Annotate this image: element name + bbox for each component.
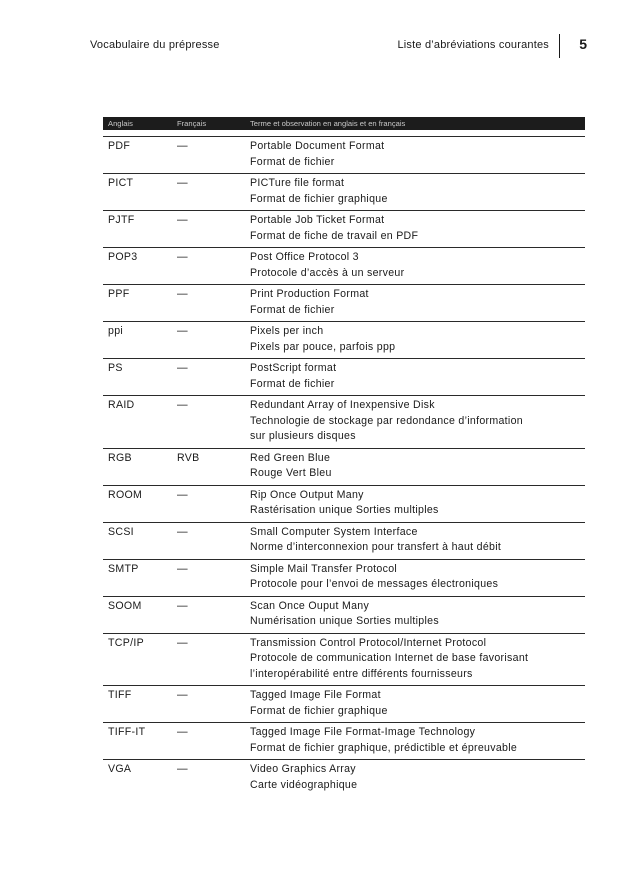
abbreviation-french: —: [177, 362, 188, 374]
abbreviation-english: VGA: [108, 763, 132, 775]
abbreviation-french: —: [177, 140, 188, 152]
abbreviation-french: —: [177, 636, 188, 649]
column-header-terme: Terme et observation en anglais et en français: [250, 119, 406, 128]
definition-line: Rastérisation unique Sorties multiples: [250, 504, 439, 516]
term-definition: [250, 523, 585, 559]
definition-line: Portable Job Ticket Format: [250, 214, 385, 226]
definition-line: Tagged Image File Format-Image Technology: [250, 726, 476, 738]
term-definition: [250, 686, 585, 722]
page-header: [90, 36, 587, 56]
table-row: [103, 448, 585, 485]
abbreviation-english: SMTP: [108, 562, 139, 575]
definition-line: Carte vidéographique: [250, 778, 358, 791]
definition-line: Post Office Protocol 3: [250, 251, 359, 263]
definition-line: Print Production Format: [250, 288, 369, 300]
column-header-anglais: Anglais: [108, 119, 133, 128]
definition-line: sur plusieurs disques: [250, 430, 356, 442]
table-row: [103, 247, 585, 284]
definition-line: Rouge Vert Bleu: [250, 467, 332, 479]
definition-line: Transmission Control Protocol/Internet Protocol: [250, 636, 487, 649]
definition-line: Small Computer System Interface: [250, 525, 418, 538]
table-row: [103, 210, 585, 247]
definition-line: Red Green Blue: [250, 451, 331, 464]
header-divider: [559, 34, 561, 58]
definition-line: Video Graphics Array: [250, 763, 356, 775]
definition-line: Protocole d’accès à un serveur: [250, 266, 405, 279]
abbreviation-english: ppi: [108, 325, 124, 337]
definition-line: Format de fichier graphique: [250, 704, 388, 717]
abbreviation-french: —: [177, 325, 188, 337]
definition-line: Format de fiche de travail en PDF: [250, 229, 419, 242]
abbreviation-french: —: [177, 288, 188, 300]
term-definition: [250, 359, 585, 395]
definition-line: Protocole de communication Internet de base favorisant: [250, 652, 529, 664]
abbreviation-english: RGB: [108, 451, 132, 464]
term-definition: [250, 760, 585, 796]
term-definition: [250, 248, 585, 284]
definition-line: PICTure file format: [250, 177, 345, 189]
abbreviation-english: PPF: [108, 288, 130, 300]
definition-line: Redundant Array of Inexpensive Disk: [250, 399, 435, 411]
abbreviation-english: PS: [108, 362, 123, 374]
abbreviation-english: SCSI: [108, 525, 134, 538]
abbreviation-french: —: [177, 214, 188, 226]
abbreviation-english: PJTF: [108, 214, 135, 226]
abbreviation-english: SOOM: [108, 599, 142, 612]
term-definition: [250, 322, 585, 358]
term-definition: [250, 723, 585, 759]
definition-line: Format de fichier graphique: [250, 192, 388, 205]
abbreviation-french: —: [177, 488, 188, 501]
table-row: [103, 358, 585, 395]
table-header: [103, 117, 585, 130]
abbreviation-french: —: [177, 562, 188, 575]
abbreviation-english: TCP/IP: [108, 636, 144, 649]
definition-line: PostScript format: [250, 362, 337, 374]
definition-line: Format de fichier graphique, prédictible et épreuvable: [250, 741, 518, 754]
table-row: [103, 685, 585, 722]
table-row: [103, 759, 585, 796]
table-row: [103, 136, 585, 173]
term-definition: [250, 211, 585, 247]
definition-line: Tagged Image File Format: [250, 689, 381, 701]
table-row: [103, 722, 585, 759]
abbreviation-french: —: [177, 251, 188, 263]
section-title: Liste d’abréviations courantes: [397, 39, 549, 51]
abbreviation-english: PICT: [108, 177, 134, 189]
table-row: [103, 485, 585, 522]
abbreviation-french: —: [177, 599, 188, 612]
definition-line: Format de fichier: [250, 377, 335, 390]
table-row: [103, 522, 585, 559]
abbreviation-french: RVB: [177, 451, 200, 464]
definition-line: Rip Once Output Many: [250, 488, 364, 501]
abbreviation-french: —: [177, 763, 188, 775]
table-row: [103, 559, 585, 596]
table-row: [103, 633, 585, 686]
definition-line: Pixels par pouce, parfois ppp: [250, 340, 396, 353]
table-row: [103, 284, 585, 321]
abbreviation-english: TIFF: [108, 689, 132, 701]
term-definition: [250, 560, 585, 596]
abbreviation-english: ROOM: [108, 488, 143, 501]
table-row: [103, 173, 585, 210]
definition-line: Format de fichier: [250, 303, 335, 316]
running-title: Vocabulaire du prépresse: [90, 39, 220, 51]
definition-line: Norme d’interconnexion pour transfert à haut débit: [250, 541, 502, 553]
abbreviation-english: PDF: [108, 140, 131, 152]
abbreviation-english: RAID: [108, 399, 135, 411]
term-definition: [250, 174, 585, 210]
abbreviation-french: —: [177, 525, 188, 538]
table-row: [103, 596, 585, 633]
abbreviation-french: —: [177, 689, 188, 701]
page-number: 5: [579, 36, 587, 52]
definition-line: Technologie de stockage par redondance d’information: [250, 414, 523, 427]
term-definition: [250, 449, 585, 485]
term-definition: [250, 285, 585, 321]
abbreviation-french: —: [177, 177, 188, 189]
abbreviation-english: POP3: [108, 251, 138, 263]
definition-line: Protocole pour l’envoi de messages électroniques: [250, 578, 499, 590]
definition-line: Pixels per inch: [250, 325, 324, 337]
term-definition: [250, 634, 585, 686]
abbreviation-french: —: [177, 399, 188, 411]
abbreviation-french: —: [177, 726, 188, 738]
table-row: [103, 395, 585, 448]
term-definition: [250, 137, 585, 173]
definition-line: l’interopérabilité entre différents fournisseurs: [250, 667, 473, 680]
abbreviation-table: [103, 136, 585, 796]
table-row: [103, 321, 585, 358]
definition-line: Format de fichier: [250, 155, 335, 168]
term-definition: [250, 486, 585, 522]
abbreviation-english: TIFF-IT: [108, 726, 146, 738]
column-header-francais: Français: [177, 119, 207, 128]
term-definition: [250, 396, 585, 448]
definition-line: Portable Document Format: [250, 140, 385, 152]
definition-line: Numérisation unique Sorties multiples: [250, 615, 439, 627]
term-definition: [250, 597, 585, 633]
definition-line: Simple Mail Transfer Protocol: [250, 562, 398, 575]
definition-line: Scan Once Ouput Many: [250, 599, 370, 612]
